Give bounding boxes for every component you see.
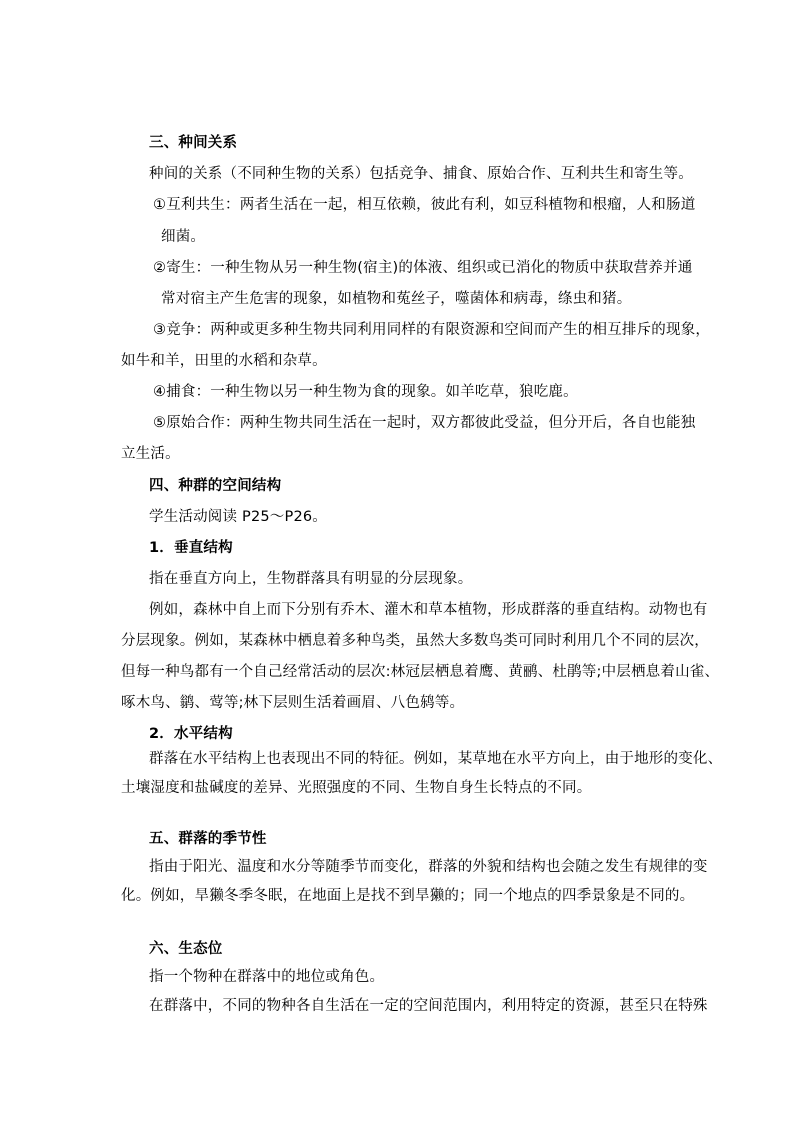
subheading-horizontal-structure: 2．水平结构 — [149, 726, 233, 742]
paragraph-line: 例如，森林中自上而下分别有乔木、灌木和草本植物，形成群落的垂直结构。动物也有 — [149, 602, 708, 618]
paragraph-line: 群落在水平结构上也表现出不同的特征。例如，某草地在水平方向上，由于地形的变化、 — [149, 751, 723, 767]
paragraph-line: 化。例如，旱獭冬季冬眠，在地面上是找不到旱獭的；同一个地点的四季景象是不同的。 — [121, 888, 695, 904]
paragraph-line: 在群落中，不同的物种各自生活在一定的空间范围内，利用特定的资源，甚至只在特殊 — [149, 998, 708, 1014]
list-item-continuation: 常对宿主产生危害的现象，如植物和菟丝子，噬菌体和病毒，绦虫和猪。 — [161, 291, 632, 307]
list-item-continuation: 立生活。 — [121, 446, 180, 462]
paragraph-line: 种间的关系（不同种生物的关系）包括竞争、捕食、原始合作、互利共生和寄生等。 — [149, 166, 693, 182]
section-heading-interspecific: 三、种间关系 — [149, 135, 238, 151]
paragraph-line: 但每一种鸟都有一个自己经常活动的层次:林冠层栖息着鹰、黄鹂、杜鹃等;中层栖息着山雀、 — [121, 664, 720, 680]
list-item-competition: ③竞争：两种或更多种生物共同利用同样的有限资源和空间而产生的相互排斥的现象， — [153, 322, 711, 338]
list-item-predation: ④捕食：一种生物以另一种生物为食的现象。如羊吃草，狼吃鹿。 — [153, 384, 578, 400]
paragraph-line: 指由于阳光、温度和水分等随季节而变化，群落的外貌和结构也会随之发生有规律的变 — [149, 859, 708, 875]
section-heading-seasonality: 五、群落的季节性 — [149, 831, 267, 847]
list-item-continuation: 如牛和羊，田里的水稻和杂草。 — [121, 353, 327, 369]
paragraph-line: 啄木鸟、鹟、莺等;林下层则生活着画眉、八色鸫等。 — [121, 695, 465, 711]
list-item-protocooperation: ⑤原始合作：两种生物共同生活在一起时，双方都彼此受益，但分开后，各自也能独 — [153, 415, 696, 431]
paragraph-line: 指在垂直方向上，生物群落具有明显的分层现象。 — [149, 571, 473, 587]
paragraph-line: 分层现象。例如，某森林中栖息着多种鸟类，虽然大多数鸟类可同时利用几个不同的层次， — [121, 633, 709, 649]
section-heading-niche: 六、生态位 — [149, 941, 223, 957]
list-item-continuation: 细菌。 — [161, 229, 206, 245]
section-heading-spatial-structure: 四、种群的空间结构 — [149, 478, 282, 494]
paragraph-line: 土壤湿度和盐碱度的差异、光照强度的不同、生物自身生长特点的不同。 — [121, 780, 592, 796]
subheading-vertical-structure: 1．垂直结构 — [149, 540, 233, 556]
paragraph-line: 指一个物种在群落中的地位或角色。 — [149, 969, 385, 985]
paragraph-line: 学生活动阅读 P25～P26。 — [149, 509, 327, 525]
list-item-mutualism: ①互利共生：两者生活在一起，相互依赖，彼此有利，如豆科植物和根瘤，人和肠道 — [153, 197, 696, 213]
list-item-parasitism: ②寄生：一种生物从另一种生物(宿主)的体液、组织或已消化的物质中获取营养并通 — [153, 260, 693, 276]
